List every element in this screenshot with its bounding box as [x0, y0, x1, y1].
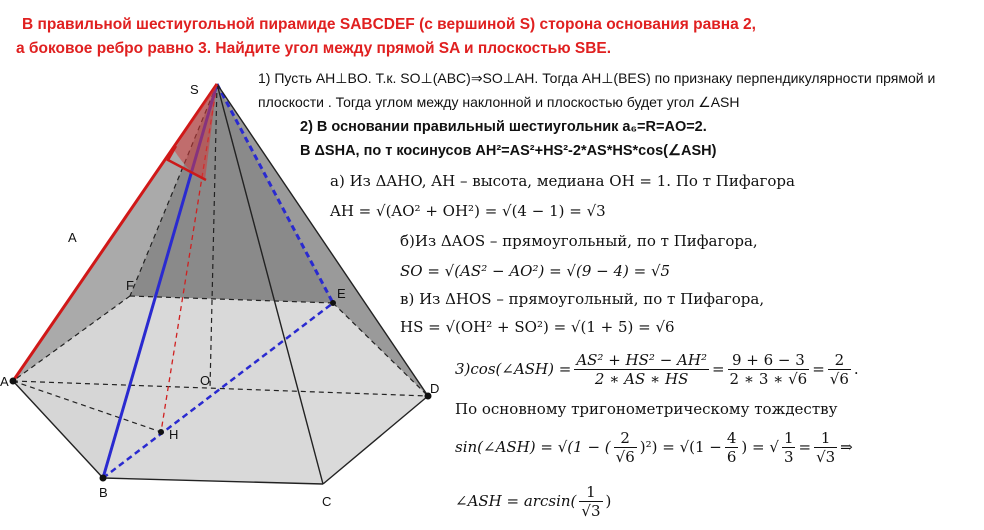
step3-fraction-3 [828, 351, 851, 388]
step3-fraction-1 [574, 351, 709, 388]
sin-fraction-1 [614, 429, 637, 466]
vertex-A [10, 378, 17, 385]
step2-line-2: В ΔSHA, по т косинусов AH²=AS²+HS²-2*AS*HS*cos(∠ASH) [300, 143, 717, 159]
label-A: A [0, 374, 9, 389]
step-a-text: а) Из ΔAHO, AH – высота, медиана OH = 1. По т Пифагора [330, 172, 795, 190]
sin-mid: )²) = √(1 − [639, 438, 722, 456]
vertex-E [330, 300, 336, 306]
problem-line-2: а боковое ребро равно 3. Найдите угол между прямой SA и плоскостью SBE. [16, 40, 612, 57]
label-C: C [322, 494, 332, 509]
step3-num-3: 2 [828, 351, 851, 370]
sin-num-1: 2 [614, 429, 637, 448]
sin-fraction-3 [782, 429, 796, 466]
step3-dot: . [853, 360, 859, 378]
point-H [158, 429, 164, 435]
step1-line-1: 1) Пусть AH⊥BO. Т.к. SO⊥(ABC)⇒SO⊥AH. Тогда AH⊥(BES) по признаку перпендикулярности прямой и [258, 70, 936, 86]
step3-cos-formula [455, 344, 859, 394]
step-b-text: б)Из ΔAOS – прямоугольный, по т Пифагора, [400, 232, 758, 250]
answer-den: √3 [581, 501, 601, 520]
sin-eq: = [798, 438, 812, 456]
step3-num-1: AS² + HS² − AH² [576, 350, 707, 369]
step3-fraction-2 [728, 351, 810, 388]
step-c-text: в) Из ΔHOS – прямоугольный, по т Пифагора, [400, 290, 765, 308]
label-H: H [169, 427, 179, 442]
label-F: F [126, 278, 134, 293]
sin-den-2: 6 [726, 447, 737, 466]
step3-num-2: 9 + 6 − 3 [728, 351, 810, 370]
step3-den-2: 2 ∗ 3 ∗ √6 [729, 369, 808, 388]
step-c-formula: HS = √(OH² + SO²) = √(1 + 5) = √6 [400, 318, 675, 336]
sin-mid-2: ) = √ [741, 438, 779, 456]
sin-formula [455, 422, 853, 472]
label-A-side: A [68, 230, 77, 245]
answer-lhs: ∠ASH = arcsin( [455, 492, 577, 510]
step3-lhs: 3)cos(∠ASH) = [455, 360, 572, 378]
label-S: S [190, 82, 199, 97]
sin-den-1: √6 [615, 447, 635, 466]
sin-fraction-4 [814, 429, 837, 466]
vertex-B [100, 475, 107, 482]
step3-den-3: √6 [829, 369, 849, 388]
identity-text: По основному тригонометрическому тождеству [455, 400, 838, 418]
sin-num-3: 1 [783, 428, 794, 447]
sin-num-2: 4 [726, 428, 737, 447]
sin-den-3: 3 [783, 447, 794, 466]
step-b-formula: SO = √(AS² − AO²) = √(9 − 4) = √5 [400, 262, 671, 280]
label-E: E [337, 286, 346, 301]
answer-formula [455, 476, 611, 526]
sin-den-4: √3 [816, 447, 836, 466]
step-a-formula: AH = √(AO² + OH²) = √(4 − 1) = √3 [330, 202, 606, 220]
label-D: D [430, 381, 440, 396]
sin-fraction-2 [725, 429, 739, 466]
problem-line-1: В правильной шестиугольной пирамиде SABCDEF (с вершиной S) сторона основания равна 2, [22, 16, 756, 33]
label-O: O [200, 373, 211, 388]
step2-line-1: 2) В основании правильный шестиугольник a₆=R=AO=2. [300, 119, 707, 135]
step3-eq-2: = [812, 360, 825, 378]
sin-lhs: sin(∠ASH) = √(1 − ( [455, 438, 611, 456]
sin-num-4: 1 [814, 429, 837, 448]
step3-den-1: 2 ∗ AS ∗ HS [594, 369, 689, 388]
answer-rhs: ) [605, 492, 612, 510]
answer-num: 1 [579, 483, 602, 502]
answer-fraction [579, 483, 602, 520]
step3-eq-1: = [711, 360, 725, 378]
step1-line-2: плоскости . Тогда углом между наклонной и плоскостью будет угол ∠ASH [258, 94, 740, 110]
label-B: B [99, 485, 108, 500]
sin-arrow: ⇒ [840, 438, 853, 456]
